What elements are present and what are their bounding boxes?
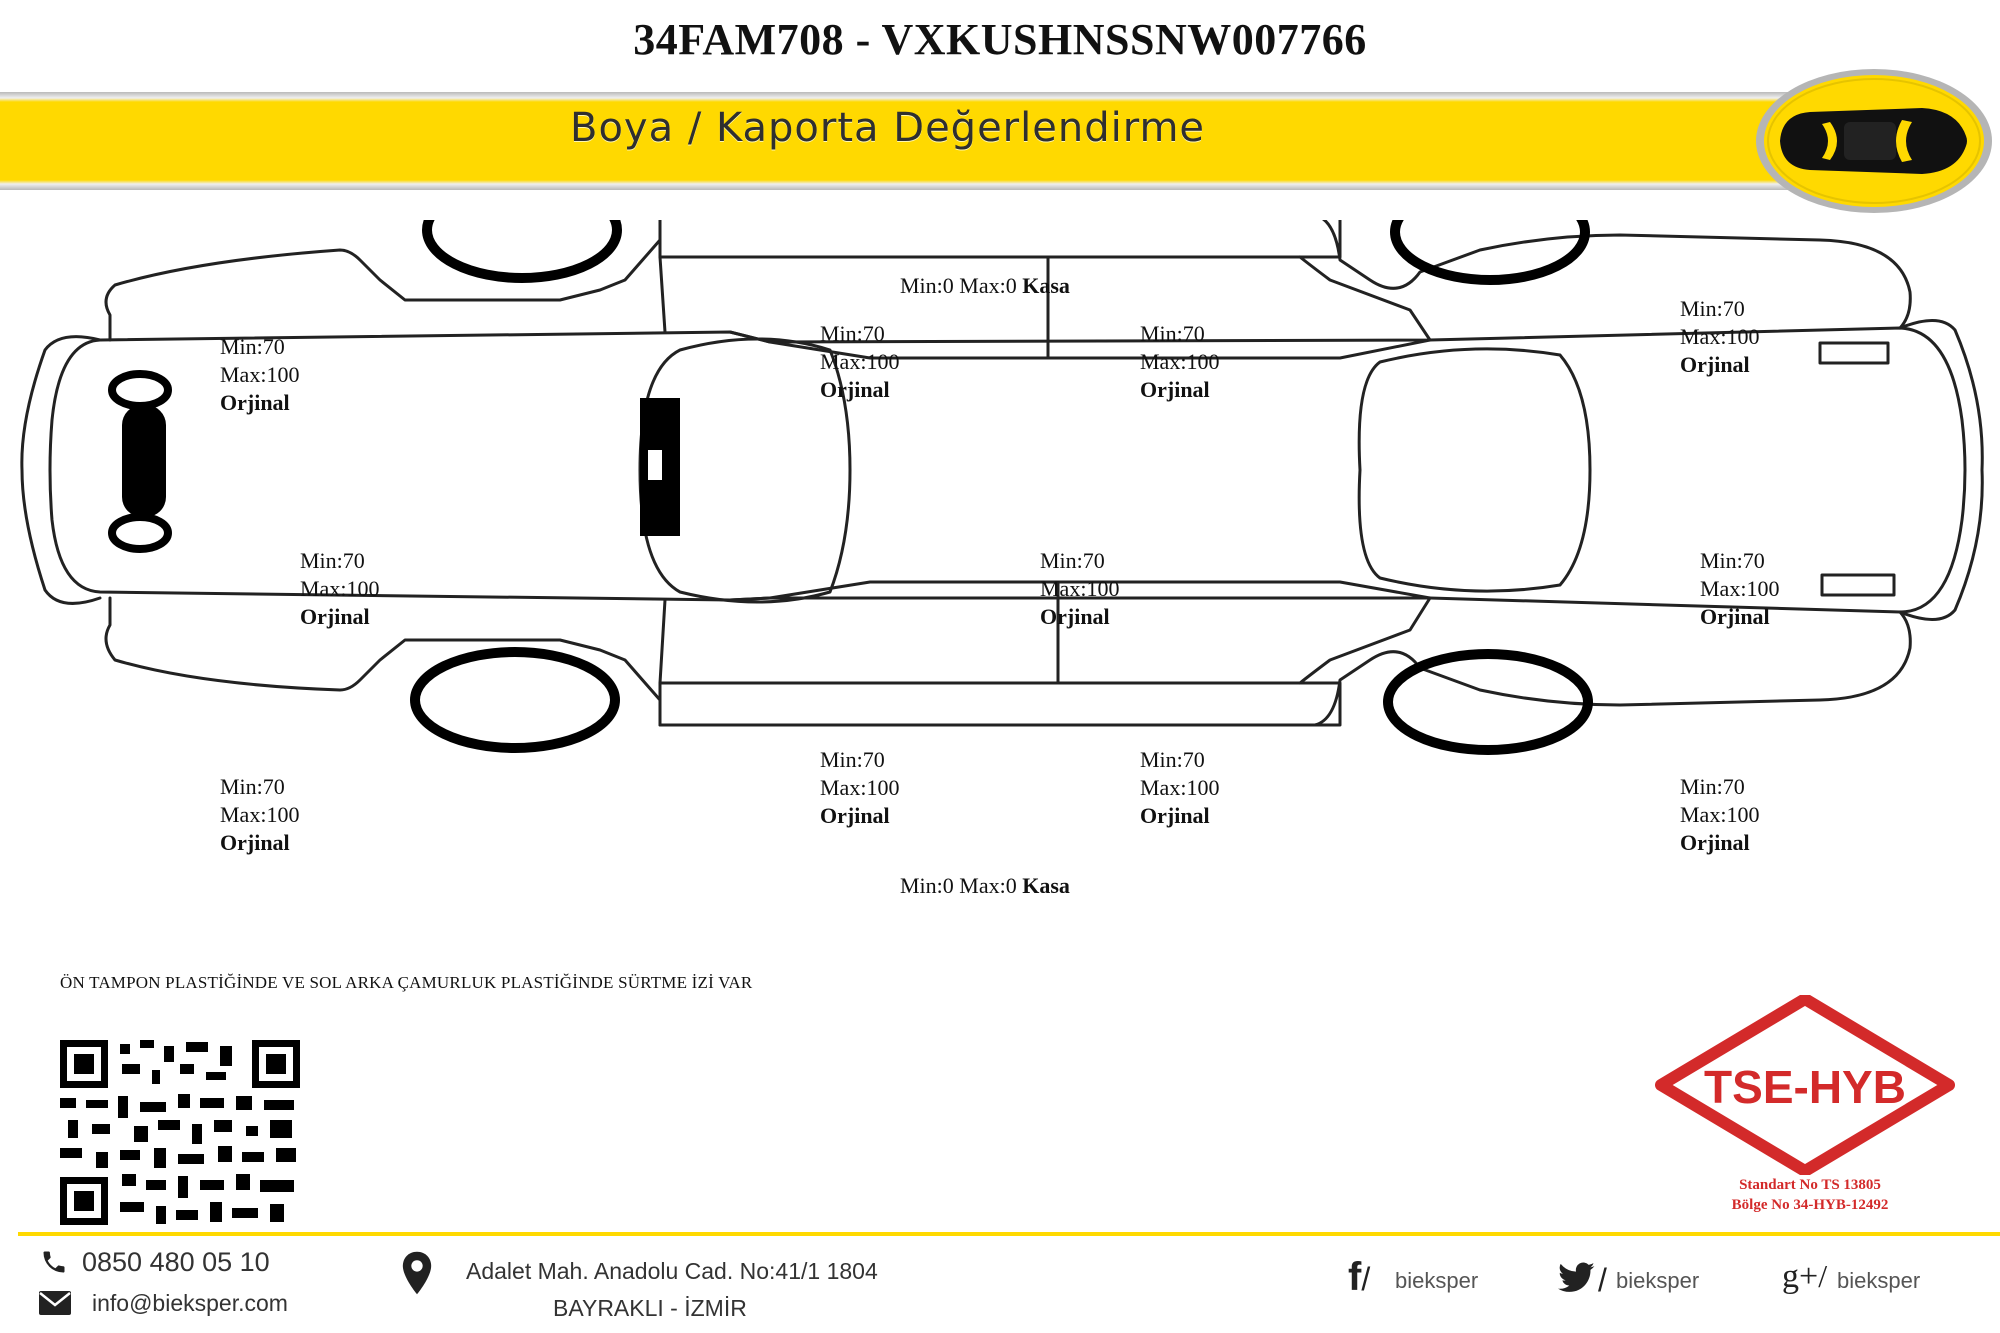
- twitter-handle[interactable]: bieksper: [1616, 1268, 1700, 1293]
- panel-front-right-door: Min:70 Max:100 Orjinal: [820, 747, 900, 828]
- footer-divider: [18, 1232, 2000, 1236]
- front-right-wheel: [415, 652, 615, 748]
- panel-front-left-door: Min:70 Max:100 Orjinal: [820, 321, 900, 402]
- tse-standard: Standart No TS 13805: [1739, 1177, 1881, 1193]
- panel-rear-left-fender: Min:70 Max:100 Orjinal: [1680, 296, 1760, 377]
- location-pin-icon: [400, 1250, 434, 1296]
- car-top-view-icon: [1752, 66, 1996, 216]
- facebook-handle[interactable]: bieksper: [1395, 1268, 1479, 1293]
- phone-icon: [40, 1248, 68, 1276]
- footer-address-line1: Adalet Mah. Anadolu Cad. No:41/1 1804: [466, 1258, 878, 1284]
- bottom-sill-label: Min:0 Max:0 Kasa: [900, 873, 1070, 898]
- page-title: 34FAM708 - VXKUSHNSSNW007766: [633, 15, 1367, 64]
- twitter-separator: /: [1598, 1262, 1607, 1298]
- bottom-sill: [660, 683, 1340, 725]
- panel-roof: Min:70 Max:100 Orjinal: [1040, 548, 1120, 629]
- rear-bumper: [1900, 320, 1982, 619]
- facebook-icon[interactable]: f/: [1348, 1255, 1371, 1299]
- damage-note: ÖN TAMPON PLASTİĞİNDE VE SOL ARKA ÇAMURLUK PLASTİĞİNDE SÜRTME İZİ VAR: [60, 973, 753, 992]
- front-left-wheel: [427, 220, 617, 278]
- twitter-icon[interactable]: [1558, 1262, 1596, 1294]
- tse-info: [1640, 1175, 1980, 1215]
- tse-logo-text: TSE-HYB: [1704, 1061, 1906, 1113]
- panel-rear-right-door: Min:70 Max:100 Orjinal: [1140, 747, 1220, 828]
- rear-glass: [1359, 349, 1590, 591]
- panel-rear-right-fender: Min:70 Max:100 Orjinal: [1680, 774, 1760, 855]
- rear-left-wheel: [1395, 220, 1585, 280]
- panel-rear-left-door: Min:70 Max:100 Orjinal: [1140, 321, 1220, 402]
- mail-icon: [38, 1290, 72, 1316]
- top-sill-label: Min:0 Max:0 Kasa: [900, 273, 1070, 298]
- qr-code[interactable]: [60, 1040, 300, 1225]
- tse-region: Bölge No 34-HYB-12492: [1731, 1197, 1889, 1213]
- footer-email[interactable]: info@bieksper.com: [92, 1290, 288, 1316]
- footer-address-line2: BAYRAKLI - İZMİR: [553, 1295, 747, 1321]
- google-plus-icon[interactable]: g+/: [1782, 1258, 1828, 1295]
- google-plus-handle[interactable]: bieksper: [1837, 1268, 1921, 1293]
- footer-phone[interactable]: 0850 480 05 10: [82, 1247, 270, 1277]
- panel-front-right-fender: Min:70 Max:100 Orjinal: [220, 774, 300, 855]
- tse-hyb-logo: [1655, 995, 1955, 1175]
- panel-front-left-fender: Min:70 Max:100 Orjinal: [220, 334, 300, 415]
- panel-hood: Min:70 Max:100 Orjinal: [300, 548, 380, 629]
- banner-title: Boya / Kaporta Değerlendirme: [570, 105, 1206, 151]
- top-sill: [660, 220, 1340, 257]
- panel-trunk: Min:70 Max:100 Orjinal: [1700, 548, 1780, 629]
